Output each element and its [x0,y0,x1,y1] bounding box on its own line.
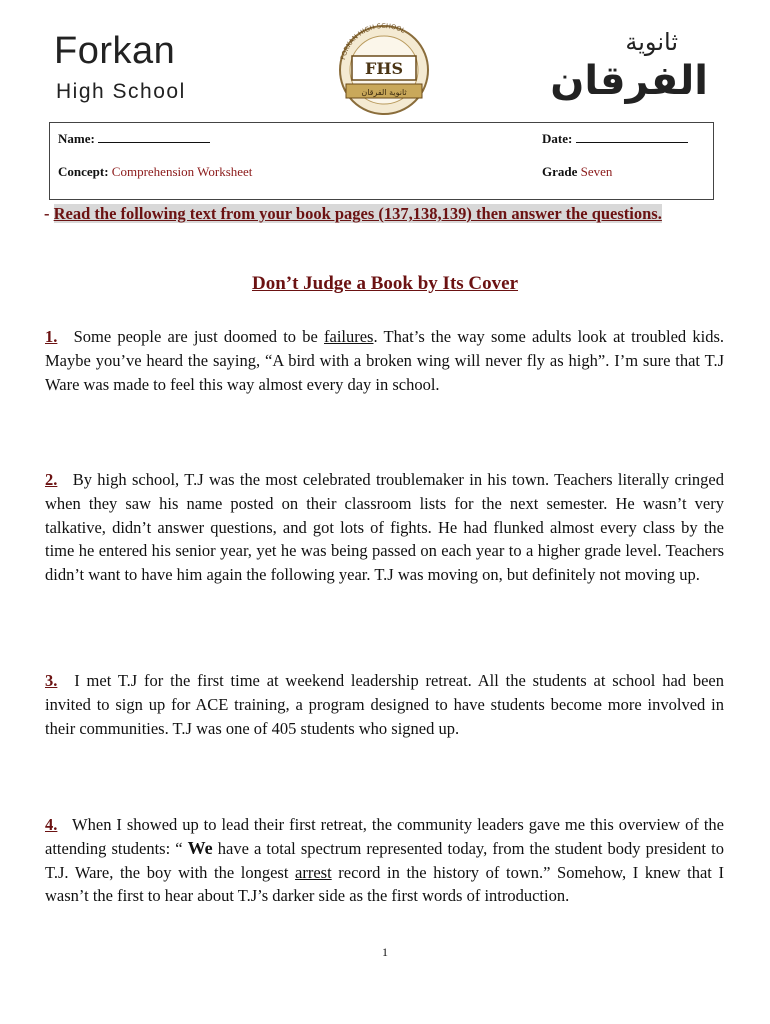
concept-label: Concept: [58,164,109,179]
school-name: Forkan [54,30,176,72]
paragraph-text: have a total spectrum represented today, from the student body president to T.J. Ware, the boy with the longest [45,838,724,882]
name-field[interactable] [58,131,210,147]
date-label: Date: [542,131,573,146]
name-blank-line[interactable] [98,132,210,143]
underlined-word: failures [324,327,374,346]
crest-top-text: FORKAN HIGH SCHOOL [338,22,407,61]
paragraph-2 [45,468,724,587]
instruction-text: Read the following text from your book pages (137,138,139) then answer the questions. [53,204,662,223]
paragraph-3 [45,669,724,740]
crest-bottom-text: ثانوية الفرقان [361,88,407,97]
date-blank-line[interactable] [576,132,688,143]
concept-value: Comprehension Worksheet [111,164,253,179]
arabic-school-label: ثانوية [625,28,678,56]
grade-label: Grade [542,164,578,179]
paragraph-text: By high school, T.J was the most celebrated troublemaker in his town. Teachers literally cringed when they saw his name posted on their classroom lists for the next semester. He wasn’t very talkative, didn’t answer questions, and got lots of fights. He had flunked almost every class by the time he entered his senior year, yet he was being passed on each year to a higher grade level. Teachers didn’t want to have him again the following year. T.J was moving on, but definitely not moving up. [45,470,725,585]
instruction-dash: - [44,204,54,223]
paragraph-number: 3. [45,671,58,690]
paragraph-1 [45,325,724,396]
arabic-school-name: الفرقان [550,58,708,104]
paragraph-text: record in the history of town.” Somehow, I knew that I wasn’t the first to hear about T.J’s darker side as the first words of introduction. [45,862,724,906]
crest-initials: FHS [364,59,404,78]
grade-value: Seven [580,164,613,179]
school-crest-logo [330,22,438,120]
emphasized-word: We [187,837,213,858]
paragraph-number: 1. [45,327,58,346]
paragraph-text: When I showed up to lead their first retreat, the community leaders gave me this overview of the attending students: “ [45,815,725,858]
paragraph-text: Some people are just doomed to be [73,327,324,346]
paragraph-number: 2. [45,470,58,489]
underlined-word: arrest [295,862,332,882]
name-label: Name: [58,131,95,146]
school-subtitle: High School [56,80,186,103]
paragraph-number: 4. [45,815,58,834]
concept-field [58,164,252,180]
date-field[interactable] [542,131,688,147]
paragraph-4 [45,813,724,908]
passage-title: Don’t Judge a Book by Its Cover [251,273,519,294]
paragraph-text: I met T.J for the first time at weekend leadership retreat. All the students at school had been invited to sign up for ACE training, a program designed to have students become more involved in their communities. T.J was one of 405 students who signed up. [45,671,725,738]
page-number: 1 [382,945,388,959]
paragraph-text: . That’s the way some adults look at troubled kids. Maybe you’ve heard the saying, “A bird with a broken wing will never fly as high”. I’m sure that T.J Ware was made to feel this way almost every day in school. [45,327,724,394]
grade-field [542,164,612,180]
student-info-box [49,122,714,200]
instruction [44,204,662,224]
